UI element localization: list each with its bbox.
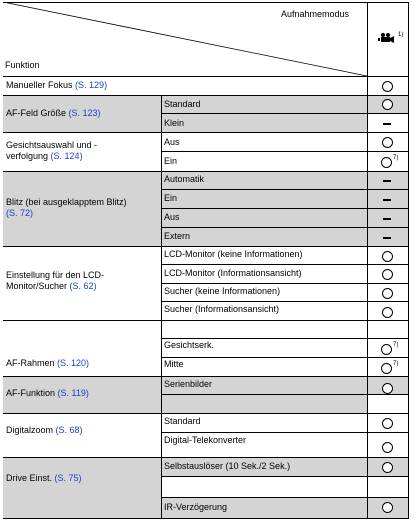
row-line (161, 189, 408, 190)
supported-mark (382, 307, 393, 318)
option-label: Klein (164, 118, 185, 128)
option-label: Mitte (164, 359, 184, 369)
option-label: Extern (164, 231, 191, 241)
supported-mark (382, 502, 393, 513)
option-label: Selbstauslöser (10 Sek./2 Sek.) (164, 461, 291, 471)
row-line (3, 320, 409, 321)
row-line (3, 246, 409, 247)
row-line (161, 497, 408, 498)
table-bottom-border (3, 518, 409, 519)
unsupported-mark (383, 218, 391, 220)
function-label: Digitalzoom (S. 68) (6, 425, 83, 435)
row-line (161, 151, 408, 152)
page-ref-link[interactable]: (S. 119) (57, 388, 89, 398)
row-line (161, 432, 408, 433)
function-label: Gesichtsauswahl und - verfolgung (S. 124) (6, 140, 98, 161)
footnote-mark: 7) (393, 361, 399, 367)
page-ref-link[interactable]: (S. 68) (55, 425, 83, 435)
row-line (161, 227, 408, 228)
supported-mark (382, 269, 393, 280)
row-line (161, 301, 408, 302)
supported-mark (382, 383, 393, 394)
function-label: AF-Feld Größe (S. 123) (6, 108, 101, 118)
page-ref-link[interactable]: (S. 62) (69, 281, 97, 291)
supported-mark (382, 137, 393, 148)
supported-mark (382, 442, 393, 453)
table-right-border (408, 2, 409, 518)
row-line (3, 413, 409, 414)
option-label: Aus (164, 137, 180, 147)
row-line (3, 132, 409, 133)
page-ref-link[interactable]: (S. 120) (57, 358, 90, 368)
function-label: Drive Einst. (S. 75) (6, 473, 82, 483)
row-line (161, 476, 408, 477)
row-line (3, 457, 409, 458)
page-ref-link[interactable]: (S. 124) (50, 151, 83, 161)
option-label: Digital-Telekonverter (164, 435, 247, 445)
option-label: Sucher (keine Informationen) (164, 286, 281, 296)
option-label: Ein (164, 156, 178, 166)
footnote-mark: 7) (393, 342, 399, 348)
row-line (161, 113, 408, 114)
function-label: Einstellung für den LCD- Monitor/Sucher (S. 62) (6, 270, 105, 291)
option-label: Automatik (164, 174, 205, 184)
function-label: AF-Rahmen (S. 120) (6, 358, 90, 368)
supported-mark (382, 251, 393, 262)
option-label: Standard (164, 416, 201, 426)
row-line (3, 171, 409, 172)
mark-column-divider (367, 2, 368, 518)
row-line (161, 264, 408, 265)
supported-mark (382, 462, 393, 473)
movie-note: 1) (398, 32, 404, 38)
option-label: Serienbilder (164, 379, 213, 389)
function-label: Manueller Fokus (S. 129) (6, 80, 108, 90)
supported-mark (381, 157, 392, 168)
row-line (161, 357, 408, 358)
supported-mark (382, 288, 393, 299)
supported-mark (381, 363, 392, 374)
supported-mark (382, 81, 393, 92)
unsupported-mark (383, 123, 391, 125)
page-ref-link[interactable]: (S. 129) (75, 80, 108, 90)
row-line (161, 208, 408, 209)
supported-mark (382, 418, 393, 429)
option-label: LCD-Monitor (keine Informationen) (164, 249, 303, 259)
row-line (3, 95, 409, 96)
page-ref-link[interactable]: (S. 123) (68, 108, 101, 118)
supported-mark (381, 344, 392, 355)
unsupported-mark (383, 180, 391, 182)
movie-camera-icon (378, 33, 396, 43)
option-label: Aus (164, 212, 180, 222)
page-ref-link[interactable]: (S. 72) (6, 208, 34, 218)
option-label: Standard (164, 99, 201, 109)
unsupported-mark (383, 199, 391, 201)
option-label: Gesichtserk. (164, 340, 215, 350)
option-label: Sucher (Informationsansicht) (164, 304, 280, 314)
option-label: Ein (164, 193, 178, 203)
option-label: LCD-Monitor (Informationsansicht) (164, 268, 302, 278)
row-line (161, 338, 408, 339)
row-line (161, 394, 408, 395)
mode-title: Aufnahmemodus (281, 9, 350, 19)
footnote-mark: 7) (393, 155, 399, 161)
page-ref-link[interactable]: (S. 75) (54, 473, 82, 483)
row-line (3, 76, 409, 77)
function-label: AF-Funktion (S. 119) (6, 388, 89, 398)
option-label: IR-Verzögerung (164, 502, 228, 512)
row-line (161, 283, 408, 284)
row-line (3, 376, 409, 377)
function-header: Funktion (5, 60, 40, 70)
function-label: Blitz (bei ausgeklapptem Blitz) (6, 197, 127, 207)
supported-mark (382, 99, 393, 110)
option-column-divider (161, 95, 162, 518)
unsupported-mark (383, 237, 391, 239)
